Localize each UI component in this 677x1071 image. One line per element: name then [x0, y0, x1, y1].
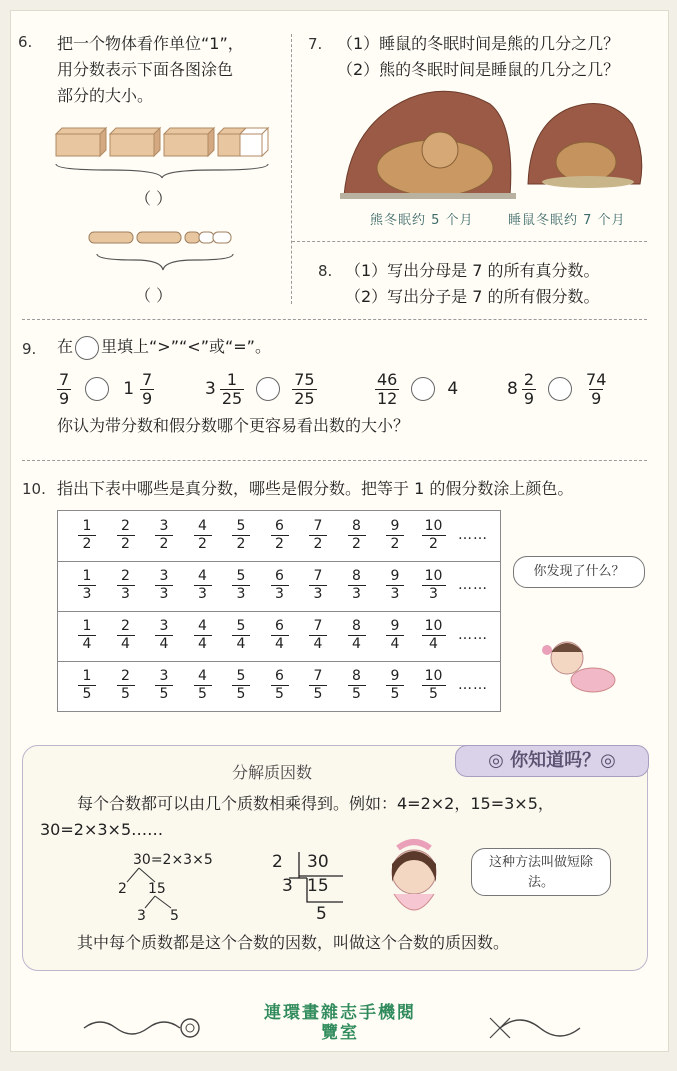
denominator: 5: [117, 685, 135, 703]
table-row: [58, 661, 500, 711]
factor-tree-3: 3: [137, 908, 146, 924]
numerator: 4: [198, 668, 207, 684]
fraction-cell[interactable]: [265, 618, 295, 653]
numerator: 4: [198, 518, 207, 534]
table-row: [58, 561, 500, 612]
numerator: 3: [159, 668, 169, 684]
q6-boxes-figure: [50, 120, 280, 180]
denominator: 2: [155, 535, 173, 553]
watermark-line-1: 連環畫雜志手機閱: [264, 1003, 416, 1023]
numerator: 6: [275, 568, 284, 584]
fraction-cell[interactable]: [419, 518, 449, 553]
short-division-divisor-1: 2: [272, 852, 283, 872]
speech-bubble-discover: 你发现了什么？: [513, 556, 645, 588]
fraction-cell[interactable]: [419, 568, 449, 603]
q6-line-3: 部分的大小。: [57, 86, 154, 105]
denominator: 4: [386, 635, 404, 653]
q6-line-2: 用分数表示下面各图涂色: [57, 60, 234, 79]
fraction-cell[interactable]: [188, 618, 218, 653]
infobox-conclusion: 其中每个质数都是这个合数的因数，叫做这个合数的质因数。: [77, 933, 510, 952]
fraction: $\frac{7}{9}$: [142, 369, 153, 408]
fraction-cell[interactable]: [111, 518, 141, 553]
denominator: 5: [155, 685, 173, 703]
denominator: 5: [422, 685, 446, 703]
numerator: 10: [424, 518, 443, 534]
denominator: 5: [348, 685, 366, 703]
table-row: [58, 511, 500, 562]
fraction-cell[interactable]: [342, 568, 372, 603]
numerator: 3: [159, 568, 169, 584]
fraction-cell[interactable]: [419, 618, 449, 653]
denominator: 3: [194, 585, 212, 603]
fraction: $\frac{2}{9}$: [523, 369, 535, 408]
denominator: 2: [271, 535, 289, 553]
fraction: $\frac{46}{12}$: [377, 369, 398, 408]
fraction-cell[interactable]: [111, 568, 141, 603]
compare-circle-4[interactable]: [548, 377, 572, 401]
numerator: 8: [352, 668, 361, 684]
denominator: 4: [155, 635, 173, 653]
fraction-cell[interactable]: [149, 518, 179, 553]
numerator: 7: [313, 668, 323, 684]
fraction-cell[interactable]: [149, 568, 179, 603]
hibernating-animals-illustration: [340, 84, 650, 204]
numerator: 10: [424, 668, 443, 684]
fraction-cell[interactable]: [111, 668, 141, 703]
numerator: 5: [236, 668, 246, 684]
fraction-cell[interactable]: [265, 668, 295, 703]
numerator: 7: [313, 618, 323, 634]
fraction-cell[interactable]: [188, 568, 218, 603]
q8-line-2: （2）写出分子是 7 的所有假分数。: [345, 287, 600, 306]
denominator: 4: [78, 635, 96, 653]
numerator: 2: [121, 518, 130, 534]
numerator: 9: [390, 568, 400, 584]
infobox-title: 分解质因数: [232, 763, 313, 782]
fraction-cell[interactable]: [303, 618, 333, 653]
fraction-cell[interactable]: [380, 568, 410, 603]
denominator: 4: [309, 635, 327, 653]
caption-dormouse: 睡鼠冬眠约 7 个月: [508, 213, 626, 228]
fraction-cell[interactable]: [342, 618, 372, 653]
numerator: 5: [236, 568, 246, 584]
factor-tree-top: 30=2×3×5: [133, 852, 213, 868]
q10-text: 指出下表中哪些是真分数，哪些是假分数。把等于 1 的假分数涂上颜色。: [57, 479, 574, 498]
factor-tree-2: 2: [118, 881, 127, 897]
fraction-cell[interactable]: [226, 518, 256, 553]
fraction-cell[interactable]: [303, 568, 333, 603]
q6-number: 6.: [18, 33, 33, 51]
fraction-cell[interactable]: [265, 568, 295, 603]
q9-pair-2: [205, 368, 317, 410]
denominator: 2: [194, 535, 212, 553]
denominator: 2: [78, 535, 96, 553]
short-division-quotient: 5: [316, 904, 327, 924]
denominator: 5: [78, 685, 96, 703]
numerator: 7: [313, 518, 323, 534]
q7-line-1: （1）睡鼠的冬眠时间是熊的几分之几？: [337, 34, 620, 53]
fraction-cell[interactable]: [72, 618, 102, 653]
denominator: 2: [232, 535, 250, 553]
whole-number: 8: [507, 379, 518, 399]
short-division-lines: [285, 850, 355, 906]
divider-q9-q10: [22, 460, 647, 461]
denominator: 3: [348, 585, 366, 603]
fraction-cell[interactable]: [226, 568, 256, 603]
fraction-cell[interactable]: [419, 668, 449, 703]
q6-line-1: 把一个物体看作单位“1”，: [57, 34, 244, 53]
denominator: 3: [232, 585, 250, 603]
fraction-cell[interactable]: [342, 518, 372, 553]
numerator: 3: [159, 518, 169, 534]
numerator: 9: [390, 668, 400, 684]
row-ellipsis: ……: [458, 527, 488, 543]
fraction-cell[interactable]: [380, 618, 410, 653]
girl-character-icon: [372, 830, 462, 930]
compare-circle-sample: [75, 336, 99, 360]
factor-tree-5: 5: [170, 908, 179, 924]
divider-q7-q8: [292, 241, 647, 242]
numerator: 4: [198, 618, 207, 634]
watermark-line-2: 覽室: [321, 1023, 359, 1043]
denominator: 3: [386, 585, 404, 603]
numerator: 6: [275, 618, 284, 634]
q6-bars-figure: [85, 226, 245, 278]
denominator: 4: [271, 635, 289, 653]
denominator: 5: [271, 685, 289, 703]
q7-number: 7.: [308, 35, 323, 53]
short-division-dividend-2: 15: [307, 876, 329, 896]
q8-number: 8.: [318, 262, 333, 280]
fraction-cell[interactable]: [188, 518, 218, 553]
row-ellipsis: ……: [458, 627, 488, 643]
numerator: 2: [121, 618, 130, 634]
table-row: [58, 611, 500, 662]
q6-answer-2[interactable]: （ ）: [135, 286, 173, 305]
numerator: 9: [390, 518, 400, 534]
denominator: 2: [348, 535, 366, 553]
fraction-cell[interactable]: [226, 618, 256, 653]
q9-instruction: [57, 334, 271, 360]
denominator: 5: [386, 685, 404, 703]
compare-circle-3[interactable]: [411, 377, 435, 401]
q9-pair-3: [375, 368, 458, 410]
numerator: 10: [424, 568, 443, 584]
q9-pair-4: [507, 368, 608, 410]
denominator: 2: [309, 535, 327, 553]
denominator: 2: [422, 535, 446, 553]
fraction-cell[interactable]: [342, 668, 372, 703]
compare-circle-2[interactable]: [256, 377, 280, 401]
denominator: 4: [232, 635, 250, 653]
fraction-cell[interactable]: [72, 568, 102, 603]
q9-instruction-post: 里填上“>”“<”或“=”。: [101, 337, 271, 356]
denominator: 5: [194, 685, 212, 703]
fraction-cell[interactable]: [188, 668, 218, 703]
fraction: $\frac{74}{9}$: [586, 369, 607, 408]
denominator: 4: [348, 635, 366, 653]
numerator: 6: [275, 518, 284, 534]
denominator: 5: [309, 685, 327, 703]
divider-q8-q9: [22, 319, 647, 320]
fraction-cell[interactable]: [226, 668, 256, 703]
denominator: 3: [117, 585, 135, 603]
fraction-cell[interactable]: [149, 668, 179, 703]
denominator: 3: [155, 585, 173, 603]
short-division-dividend-1: 30: [307, 852, 329, 872]
q9-question: 你认为带分数和假分数哪个更容易看出数的大小？: [57, 416, 410, 435]
fraction: $\frac{7}{9}$: [59, 369, 70, 408]
numerator: 3: [159, 618, 169, 634]
watermark-banner: [200, 1003, 480, 1043]
speech-bubble-short-division: 这种方法叫做短除法。: [471, 848, 611, 896]
row-ellipsis: ……: [458, 577, 488, 593]
column-divider: [291, 34, 292, 304]
denominator: 4: [422, 635, 446, 653]
numerator: 1: [82, 568, 92, 584]
denominator: 2: [386, 535, 404, 553]
numerator: 1: [82, 518, 92, 534]
denominator: 4: [117, 635, 135, 653]
factor-tree-15: 15: [148, 881, 166, 897]
q9-number: 9.: [22, 340, 37, 358]
numerator: 5: [236, 618, 246, 634]
whole-number: 3: [205, 379, 216, 399]
denominator: 3: [309, 585, 327, 603]
numerator: 7: [313, 568, 323, 584]
infobox-line-1: 每个合数都可以由几个质数相乘得到。例如：4=2×2，15=3×5，: [77, 794, 554, 813]
denominator: 3: [78, 585, 96, 603]
fraction-cell[interactable]: [72, 668, 102, 703]
fraction-cell[interactable]: [149, 618, 179, 653]
q9-pair-1: [57, 368, 154, 410]
numerator: 2: [121, 668, 130, 684]
denominator: 5: [232, 685, 250, 703]
fraction-cell[interactable]: [72, 518, 102, 553]
fraction-cell[interactable]: [111, 618, 141, 653]
numerator: 1: [82, 668, 92, 684]
fraction-cell[interactable]: [265, 518, 295, 553]
q6-answer-1[interactable]: （ ）: [135, 189, 173, 208]
denominator: 2: [117, 535, 135, 553]
infobox-line-2: 30=2×3×5……: [40, 820, 164, 839]
numerator: 1: [82, 618, 92, 634]
row-ellipsis: ……: [458, 677, 488, 693]
numerator: 8: [352, 618, 361, 634]
fraction-cell[interactable]: [303, 518, 333, 553]
child-character-icon: [535, 630, 625, 700]
denominator: 3: [271, 585, 289, 603]
whole-number: 4: [447, 379, 459, 399]
q7-line-2: （2）熊的冬眠时间是睡鼠的几分之几？: [337, 60, 620, 79]
compare-circle-1[interactable]: [85, 377, 109, 401]
numerator: 8: [352, 518, 361, 534]
numerator: 10: [424, 618, 443, 634]
numerator: 9: [390, 618, 400, 634]
caption-bear: 熊冬眠约 5 个月: [370, 213, 474, 228]
numerator: 4: [198, 568, 207, 584]
fraction: $\frac{1}{25}$: [221, 369, 243, 408]
whole-number: 1: [123, 379, 135, 399]
fraction-table: [57, 510, 501, 712]
numerator: 5: [236, 518, 246, 534]
fraction-cell[interactable]: [303, 668, 333, 703]
numerator: 6: [275, 668, 284, 684]
numerator: 2: [121, 568, 130, 584]
q10-number: 10.: [22, 480, 46, 498]
denominator: 3: [422, 585, 446, 603]
numerator: 8: [352, 568, 361, 584]
q9-instruction-pre: 在: [57, 337, 74, 356]
short-division-divisor-2: 3: [282, 876, 293, 896]
fraction-cell[interactable]: [380, 668, 410, 703]
denominator: 4: [194, 635, 212, 653]
did-you-know-badge: ◎ 你知道吗？◎: [455, 745, 649, 777]
fraction: $\frac{75}{25}$: [294, 369, 315, 408]
q8-line-1: （1）写出分母是 7 的所有真分数。: [345, 261, 600, 280]
fraction-cell[interactable]: [380, 518, 410, 553]
